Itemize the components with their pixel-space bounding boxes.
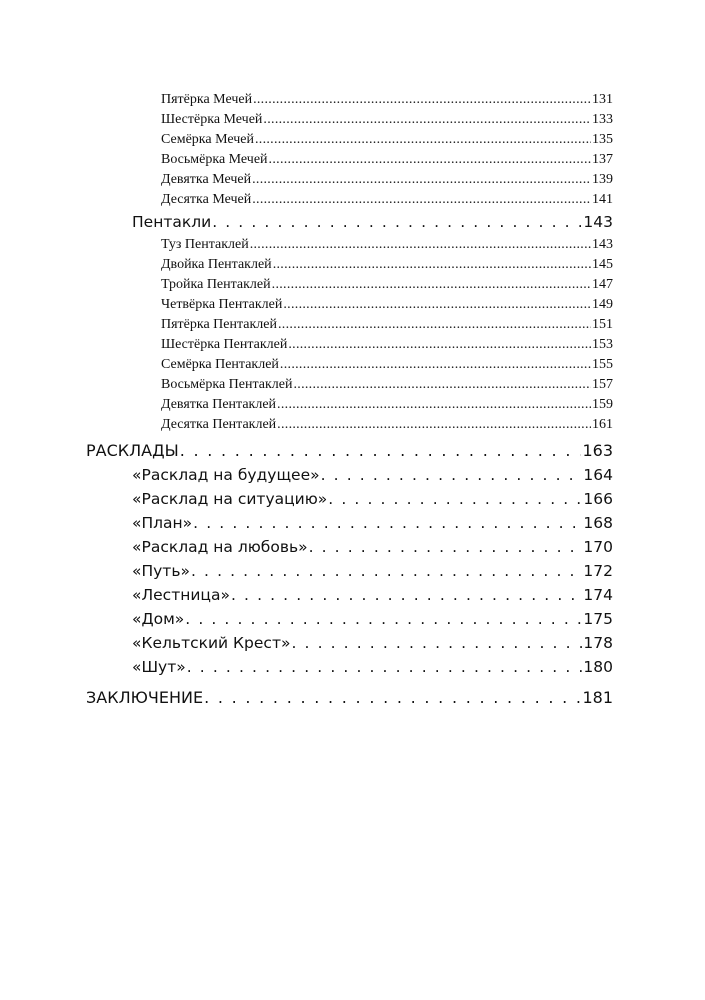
dot-leader (288, 337, 591, 353)
toc-chapter-title: ЗАКЛЮЧЕНИЕ (86, 688, 204, 707)
toc-entry-page: 145 (592, 257, 613, 272)
dot-leader (187, 658, 583, 676)
toc-entry-page: 157 (592, 377, 613, 392)
toc-entry-title: Десятка Мечей (161, 192, 252, 207)
toc-entry-page: 180 (583, 658, 613, 676)
toc-entry-title: «Лестница» (132, 586, 230, 604)
toc-chapter-conclusion (86, 688, 613, 714)
toc-entry-page: 131 (592, 92, 613, 107)
toc-entry-page: 137 (592, 152, 613, 167)
toc-entry-title: Восьмёрка Пентаклей (161, 377, 293, 392)
toc-entry-title: Туз Пентаклей (161, 237, 249, 252)
dot-leader (212, 213, 582, 231)
toc-entry-title: Четвёрка Пентаклей (161, 297, 283, 312)
toc-entry (161, 257, 613, 277)
toc-entry (161, 377, 613, 397)
dot-leader (263, 112, 591, 128)
toc-entry-page: 174 (583, 586, 613, 604)
toc-entry (132, 610, 613, 634)
toc-section-page: 143 (583, 213, 613, 231)
toc-entry-page: 161 (592, 417, 613, 432)
toc-entry-title: Девятка Мечей (161, 172, 252, 187)
dot-leader (273, 257, 591, 273)
toc-section-pentacles (132, 213, 613, 237)
toc-entry-title: Пятёрка Пентаклей (161, 317, 277, 332)
toc-entry-title: Девятка Пентаклей (161, 397, 277, 412)
toc-entry (161, 92, 613, 112)
dot-leader (253, 92, 591, 108)
toc-entry (132, 514, 613, 538)
toc-entry-title: Шестёрка Пентаклей (161, 337, 288, 352)
dot-leader (277, 397, 591, 413)
toc-entry-page: 159 (592, 397, 613, 412)
toc-entry (161, 297, 613, 317)
dot-leader (272, 277, 591, 293)
dot-leader (231, 586, 582, 604)
dot-leader (255, 132, 591, 148)
toc-entry (161, 337, 613, 357)
toc-entry-title: Десятка Пентаклей (161, 417, 277, 432)
toc-entry (132, 634, 613, 658)
toc-entry (161, 132, 613, 152)
toc-entry (132, 466, 613, 490)
toc-entry-page: 164 (583, 466, 613, 484)
toc-entry (132, 538, 613, 562)
toc-entry-title: Шестёрка Мечей (161, 112, 263, 127)
dot-leader (252, 192, 591, 208)
toc-entry (132, 490, 613, 514)
toc-entry-page: 153 (592, 337, 613, 352)
dot-leader (283, 297, 591, 313)
toc-entry (161, 317, 613, 337)
toc-entry-title: «Дом» (132, 610, 185, 628)
dot-leader (180, 441, 582, 460)
toc-entry-title: «План» (132, 514, 193, 532)
dot-leader (309, 538, 583, 556)
dot-leader (185, 610, 582, 628)
toc-entry-page: 151 (592, 317, 613, 332)
dot-leader (277, 417, 591, 433)
dot-leader (321, 466, 583, 484)
toc-entry-page: 168 (583, 514, 613, 532)
toc-entry-title: Пятёрка Мечей (161, 92, 253, 107)
toc-entry (161, 397, 613, 417)
toc-entry-page: 166 (583, 490, 613, 508)
dot-leader (293, 377, 591, 393)
dot-leader (193, 514, 582, 532)
toc-entry-title: «Расклад на будущее» (132, 466, 320, 484)
toc-entry-title: Семёрка Пентаклей (161, 357, 279, 372)
toc-entry-title: «Кельтский Крест» (132, 634, 291, 652)
dot-leader (291, 634, 582, 652)
dot-leader (204, 688, 581, 707)
dot-leader (280, 357, 591, 373)
toc-chapter-page: 163 (582, 441, 613, 460)
toc-entry (161, 172, 613, 192)
toc-entry-title: Тройка Пентаклей (161, 277, 271, 292)
toc-entry (132, 658, 613, 682)
toc-entry-page: 178 (583, 634, 613, 652)
dot-leader (191, 562, 582, 580)
dot-leader (252, 172, 591, 188)
toc-entry (132, 562, 613, 586)
toc-entry-page: 175 (583, 610, 613, 628)
toc-entry-page: 139 (592, 172, 613, 187)
toc-entry-title: «Расклад на ситуацию» (132, 490, 328, 508)
toc-entry-title: Двойка Пентаклей (161, 257, 272, 272)
dot-leader (250, 237, 591, 253)
toc-entry-page: 149 (592, 297, 613, 312)
toc-chapter-page: 181 (582, 688, 613, 707)
toc-entry-page: 141 (592, 192, 613, 207)
toc-entry-title: «Расклад на любовь» (132, 538, 308, 556)
toc-entry (161, 417, 613, 437)
toc-entry-title: «Путь» (132, 562, 190, 580)
toc-entry-title: «Шут» (132, 658, 186, 676)
toc-entry (132, 586, 613, 610)
toc-entry-page: 135 (592, 132, 613, 147)
toc-entry (161, 277, 613, 297)
toc-entry (161, 237, 613, 257)
toc-entry-page: 143 (592, 237, 613, 252)
toc-entry-page: 155 (592, 357, 613, 372)
toc-entry (161, 192, 613, 212)
toc-entry-title: Семёрка Мечей (161, 132, 254, 147)
toc-entry-page: 147 (592, 277, 613, 292)
toc-entry (161, 152, 613, 172)
toc-entry-title: Восьмёрка Мечей (161, 152, 268, 167)
dot-leader (278, 317, 591, 333)
toc-chapter-spreads (86, 441, 613, 467)
toc-entry (161, 357, 613, 377)
toc-entry (161, 112, 613, 132)
toc-chapter-title: РАСКЛАДЫ (86, 441, 179, 460)
toc-entry-page: 170 (583, 538, 613, 556)
dot-leader (269, 152, 591, 168)
toc-entry-page: 133 (592, 112, 613, 127)
toc-entry-page: 172 (583, 562, 613, 580)
toc-section-title: Пентакли (132, 213, 212, 231)
dot-leader (328, 490, 582, 508)
